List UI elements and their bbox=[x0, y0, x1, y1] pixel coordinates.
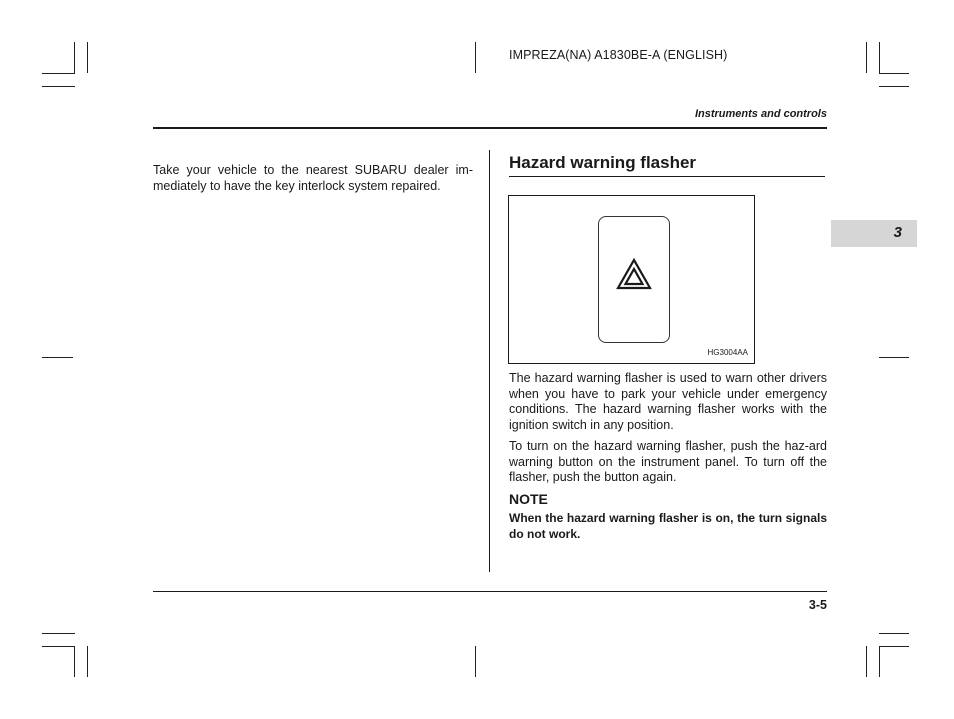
heading-rule bbox=[509, 176, 825, 177]
body-paragraph: The hazard warning flasher is used to warn other drivers when you have to park your vehicle under emergency conditions. The hazard warning flasher works with the ignition switch in any position. bbox=[509, 371, 827, 432]
crop-mark bbox=[87, 646, 88, 677]
crop-mark bbox=[475, 646, 476, 677]
hazard-button-outline bbox=[598, 216, 670, 343]
header-rule bbox=[153, 127, 827, 129]
note-title: NOTE bbox=[509, 491, 548, 507]
hazard-button-figure bbox=[508, 195, 755, 364]
crop-mark bbox=[42, 73, 75, 74]
document-id: IMPREZA(NA) A1830BE-A (ENGLISH) bbox=[509, 48, 728, 62]
chapter-tab bbox=[831, 220, 917, 247]
crop-mark bbox=[866, 42, 867, 73]
crop-mark bbox=[879, 646, 909, 647]
crop-mark bbox=[879, 86, 909, 87]
left-column-paragraph: Take your vehicle to the nearest SUBARU dealer im-mediately to have the key interlock system repaired. bbox=[153, 163, 473, 193]
crop-mark bbox=[475, 42, 476, 73]
crop-mark bbox=[879, 633, 909, 634]
crop-mark bbox=[866, 646, 867, 677]
note-body: When the hazard warning flasher is on, the turn signals do not work. bbox=[509, 511, 827, 541]
crop-mark bbox=[42, 646, 75, 647]
section-header: Instruments and controls bbox=[694, 108, 827, 120]
chapter-number: 3 bbox=[893, 224, 902, 241]
footer-rule bbox=[153, 591, 827, 592]
crop-mark bbox=[879, 73, 909, 74]
column-divider bbox=[489, 150, 490, 572]
crop-mark bbox=[42, 357, 73, 358]
crop-mark bbox=[879, 42, 880, 73]
crop-mark bbox=[42, 633, 75, 634]
hazard-triangle-icon bbox=[616, 258, 652, 291]
section-heading: Hazard warning flasher bbox=[509, 153, 697, 172]
crop-mark bbox=[87, 42, 88, 73]
crop-mark bbox=[74, 42, 75, 73]
page-number: 3-5 bbox=[808, 598, 827, 612]
crop-mark bbox=[879, 357, 909, 358]
body-paragraph: To turn on the hazard warning flasher, push the haz-ard warning button on the instrument panel. To turn off the flasher, push the button again. bbox=[509, 439, 827, 484]
crop-mark bbox=[879, 646, 880, 677]
crop-mark bbox=[42, 86, 75, 87]
crop-mark bbox=[74, 646, 75, 677]
figure-code: HG3004AA bbox=[707, 348, 748, 357]
